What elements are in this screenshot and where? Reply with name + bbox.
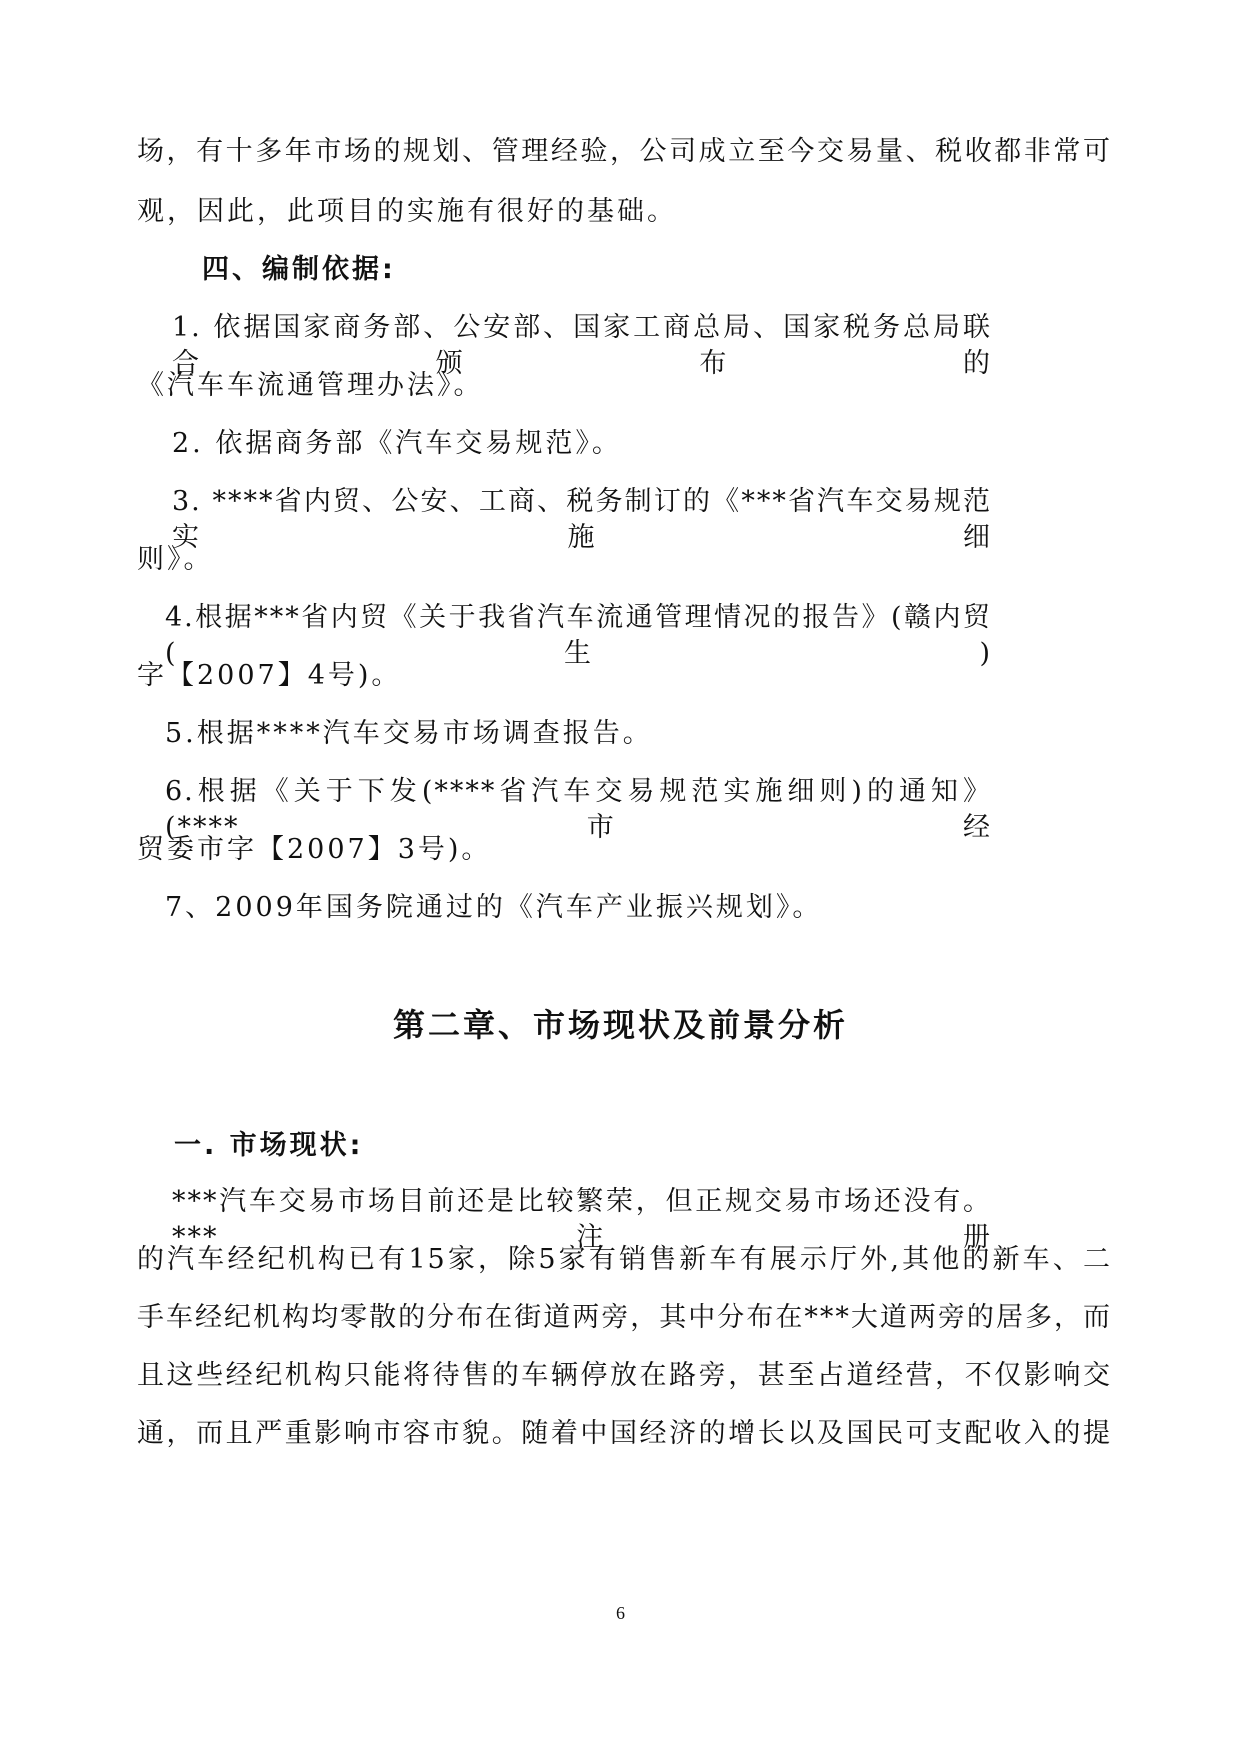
list-item: 6.根据《关于下发(****省汽车交易规范实施细则)的通知》(****市经 (165, 776, 992, 843)
list-item: 1. 依据国家商务部、公安部、国家工商总局、国家税务总局联合颁布的 (172, 312, 992, 379)
list-item: 3. ****省内贸、公安、工商、税务制订的《***省汽车交易规范实施细 (172, 486, 992, 553)
section-heading: 一. 市场现状: (174, 1130, 364, 1161)
list-item: 2. 依据商务部《汽车交易规范》。 (172, 428, 622, 459)
section-heading: 四、编制依据: (202, 254, 396, 285)
text-line: 手车经纪机构均零散的分布在街道两旁，其中分布在***大道两旁的居多，而 (137, 1302, 1112, 1333)
text-line: 的汽车经纪机构已有15家，除5家有销售新车有展示厅外,其他的新车、二 (137, 1244, 1112, 1275)
list-item-continuation: 字【2007】4号)。 (137, 660, 402, 691)
text-line: 场，有十多年市场的规划、管理经验，公司成立至今交易量、税收都非常可 (137, 136, 1112, 167)
chapter-title: 第二章、市场现状及前景分析 (392, 1006, 848, 1044)
list-item-continuation: 贸委市字【2007】3号)。 (137, 834, 492, 865)
list-item: 5.根据****汽车交易市场调查报告。 (165, 718, 653, 749)
text-line: 通，而且严重影响市容市貌。随着中国经济的增长以及国民可支配收入的提 (137, 1418, 1112, 1449)
text-line: 且这些经纪机构只能将待售的车辆停放在路旁，甚至占道经营，不仅影响交 (137, 1360, 1112, 1391)
list-item-continuation: 则》。 (137, 544, 214, 575)
text-line: ***汽车交易市场目前还是比较繁荣，但正规交易市场还没有。***注册 (172, 1186, 992, 1253)
text-line: 观，因此，此项目的实施有很好的基础。 (137, 196, 677, 227)
page-number: 6 (616, 1603, 625, 1623)
list-item-continuation: 《汽车车流通管理办法》。 (137, 370, 484, 401)
list-item: 4.根据***省内贸《关于我省汽车流通管理情况的报告》(赣内贸(生) (165, 602, 992, 669)
list-item: 7、2009年国务院通过的《汽车产业振兴规划》。 (165, 892, 823, 923)
